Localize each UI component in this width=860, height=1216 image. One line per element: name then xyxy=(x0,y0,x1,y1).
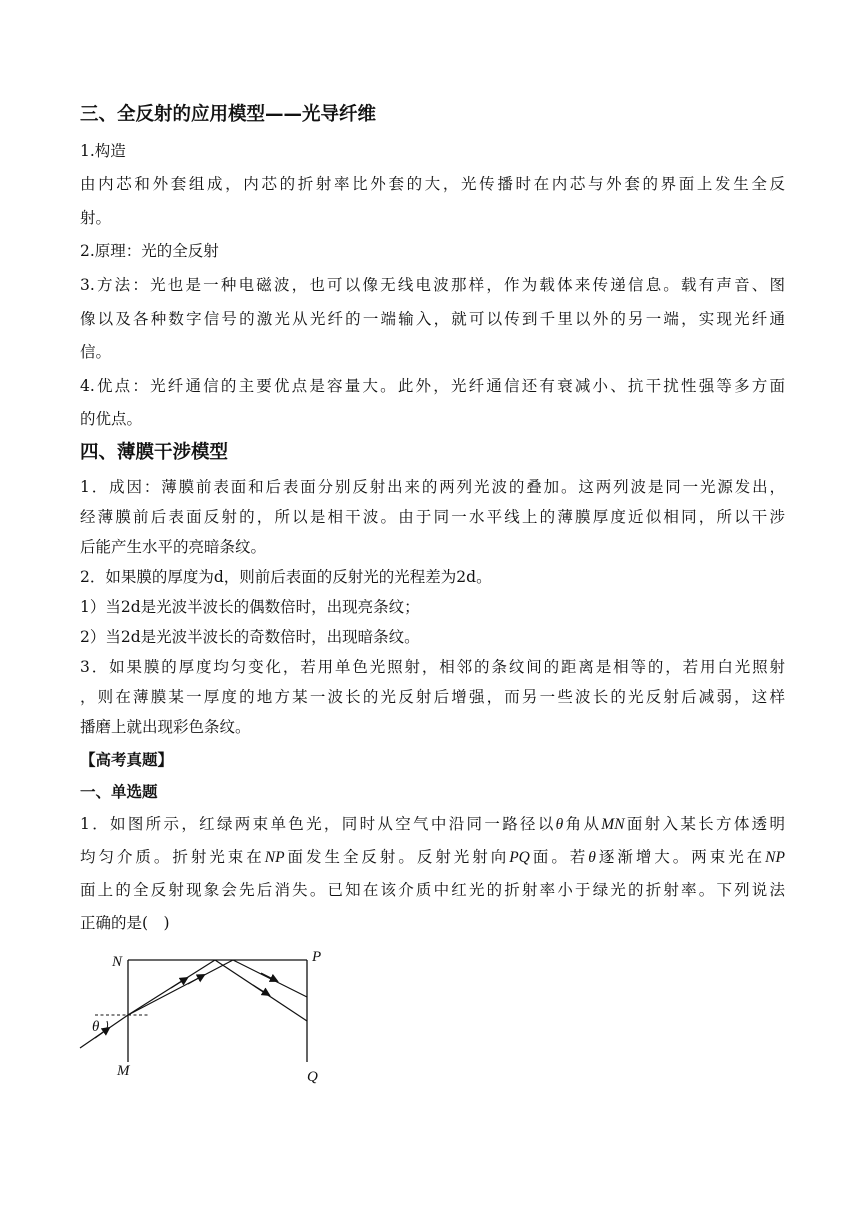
method-text-2: 像以及各种数字信号的激光从光纤的一端输入，就可以传到千里以外的另一端，实现光纤通 xyxy=(80,310,785,328)
thickness-text: 2．如果膜的厚度为d，则前后表面的反射光的光程差为2d。 xyxy=(80,568,492,586)
section-4-title: 四、薄膜干涉模型 xyxy=(80,442,229,463)
uniform-text-3: 播磨上就出现彩色条纹。 xyxy=(80,718,251,736)
advantage-text-2: 的优点。 xyxy=(80,410,143,428)
question-1-line-1: 1．如图所示，红绿两束单色光，同时从空气中沿同一路径以θ角从MN面射入某长方体透明 xyxy=(80,815,785,833)
refracted-ray-2 xyxy=(128,960,233,1015)
reflected-arrow-1 xyxy=(253,985,269,995)
label-p: P xyxy=(312,949,322,965)
label-m: M xyxy=(117,1063,130,1079)
exam-subheader: 一、单选题 xyxy=(80,783,158,801)
uniform-text-2: ，则在薄膜某一厚度的地方某一波长的光反射后增强，而另一些波长的光反射后减弱，这样 xyxy=(80,688,785,706)
question-1-line-3: 面上的全反射现象会先后消失。已知在该介质中红光的折射率小于绿光的折射率。下列说法 xyxy=(80,881,785,899)
principle-text: 2.原理：光的全反射 xyxy=(80,242,219,260)
dark-fringe-text: 2）当2d是光波半波长的奇数倍时，出现暗条纹。 xyxy=(80,628,420,646)
cause-text-1: 1．成因：薄膜前表面和后表面分别反射出来的两列光波的叠加。这两列波是同一光源发出， xyxy=(80,478,785,496)
structure-text-1: 由内芯和外套组成，内芯的折射率比外套的大，光传播时在内芯与外套的界面上发生全反 xyxy=(80,175,785,193)
bright-fringe-text: 1）当2d是光波半波长的偶数倍时，出现亮条纹； xyxy=(80,598,420,616)
label-theta: θ xyxy=(92,1019,100,1035)
reflected-ray-2 xyxy=(233,960,307,997)
optics-figure xyxy=(75,945,335,1085)
structure-text-2: 射。 xyxy=(80,209,112,227)
question-1-line-2: 均匀介质。折射光束在NP面发生全反射。反射光射向PQ面。若θ逐渐增大。两束光在NP xyxy=(80,848,785,866)
advantage-text-1: 4.优点：光纤通信的主要优点是容量大。此外，光纤通信还有衰减小、抗干扰性强等多方面 xyxy=(80,377,785,395)
exam-header: 【高考真题】 xyxy=(80,751,174,769)
light-path-diagram xyxy=(75,945,335,1085)
uniform-text-1: 3．如果膜的厚度均匀变化，若用单色光照射，相邻的条纹间的距离是相等的，若用白光照射 xyxy=(80,658,785,676)
question-1-line-4: 正确的是( ) xyxy=(80,914,170,932)
method-text-3: 信。 xyxy=(80,343,112,361)
structure-title: 1.构造 xyxy=(80,142,126,160)
label-n: N xyxy=(112,954,123,970)
section-3-title: 三、全反射的应用模型——光导纤维 xyxy=(80,104,377,125)
refracted-arrow-1 xyxy=(171,978,187,988)
method-text-1: 3.方法：光也是一种电磁波，也可以像无线电波那样，作为载体来传递信息。载有声音、图 xyxy=(80,276,785,294)
reflected-arrow-2 xyxy=(261,973,277,981)
cause-text-3: 后能产生水平的亮暗条纹。 xyxy=(80,538,267,556)
refracted-arrow-2 xyxy=(188,975,204,984)
cause-text-2: 经薄膜前后表面反射的，所以是相干波。由于同一水平线上的薄膜厚度近似相同，所以干涉 xyxy=(80,508,785,526)
label-q: Q xyxy=(307,1069,318,1085)
